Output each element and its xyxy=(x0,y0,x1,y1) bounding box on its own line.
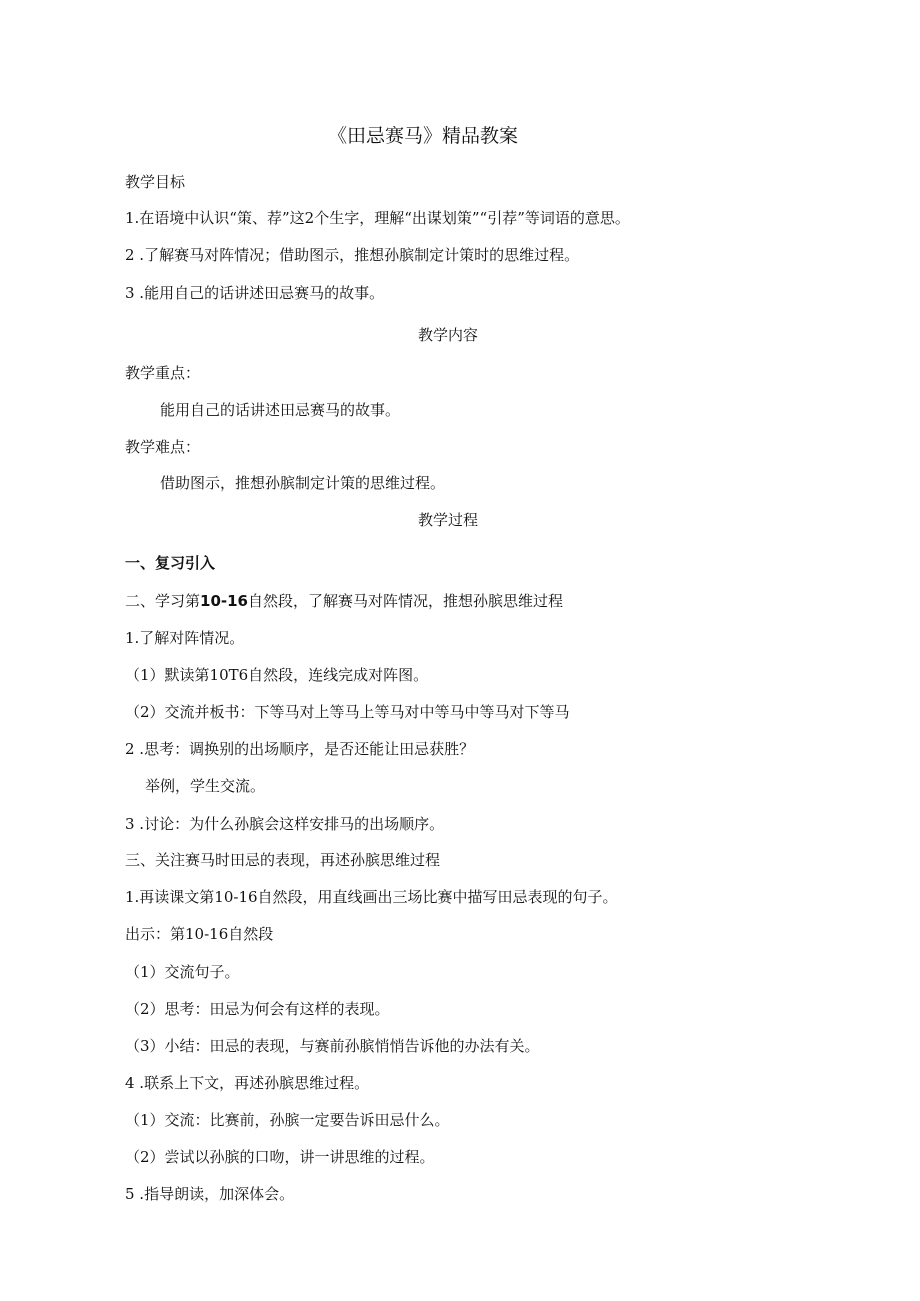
key-point-label: 教学重点： xyxy=(125,364,201,382)
section-2-suffix: 自然段，了解赛马对阵情况，推想孙膑思维过程 xyxy=(248,592,564,610)
step-3-show: 出示：第10-16自然段 xyxy=(125,925,274,943)
step-3-4: 4 .联系上下文，再述孙膑思维过程。 xyxy=(125,1074,370,1092)
section-1-heading: 一、复习引入 xyxy=(125,554,216,572)
section-2-prefix: 二、学习第 xyxy=(125,592,201,610)
step-2-1: 1.了解对阵情况。 xyxy=(125,629,245,647)
document-title: 《田忌赛马》精品教案 xyxy=(328,125,519,147)
section-2-heading xyxy=(125,591,563,611)
goal-item-1: 1.在语境中认识“策、荐”这2个生字，理解“出谋划策”“引荐”等词语的意思。 xyxy=(125,209,630,227)
content-heading: 教学内容 xyxy=(418,326,479,344)
step-2-1-1: （1）默读第10T6自然段，连线完成对阵图。 xyxy=(125,666,429,684)
step-3-1: 1.再读课文第10-16自然段，用直线画出三场比赛中描写田忌表现的句子。 xyxy=(125,888,618,906)
step-2-2-note: 举例，学生交流。 xyxy=(145,777,266,795)
step-3-4-1: （1）交流：比赛前，孙膑一定要告诉田忌什么。 xyxy=(125,1111,450,1129)
difficulty-text: 借助图示，推想孙膑制定计策的思维过程。 xyxy=(160,474,446,492)
goals-heading: 教学目标 xyxy=(125,173,186,191)
section-2-range: 10-16 xyxy=(200,592,248,610)
key-point-text: 能用自己的话讲述田忌赛马的故事。 xyxy=(160,401,401,419)
goal-item-3: 3 .能用自己的话讲述田忌赛马的故事。 xyxy=(125,284,385,302)
step-3-4-2: （2）尝试以孙膑的口吻，讲一讲思维的过程。 xyxy=(125,1148,435,1166)
step-3-5: 5 .指导朗读，加深体会。 xyxy=(125,1185,295,1203)
process-heading: 教学过程 xyxy=(418,511,479,529)
step-2-1-2: （2）交流并板书：下等马对上等马上等马对中等马中等马对下等马 xyxy=(125,703,570,721)
step-3-1-2: （2）思考：田忌为何会有这样的表现。 xyxy=(125,1000,390,1018)
step-3-1-1: （1）交流句子。 xyxy=(125,963,240,981)
step-2-2: 2 .思考：调换别的出场顺序，是否还能让田忌获胜？ xyxy=(125,740,475,758)
section-3-heading: 三、关注赛马时田忌的表现，再述孙膑思维过程 xyxy=(125,851,441,869)
goal-item-2: 2 .了解赛马对阵情况；借助图示，推想孙膑制定计策时的思维过程。 xyxy=(125,246,580,264)
difficulty-label: 教学难点： xyxy=(125,438,201,456)
step-2-3: 3 .讨论：为什么孙膑会这样安排马的出场顺序。 xyxy=(125,815,445,833)
step-3-1-3: （3）小结：田忌的表现，与赛前孙膑悄悄告诉他的办法有关。 xyxy=(125,1037,540,1055)
